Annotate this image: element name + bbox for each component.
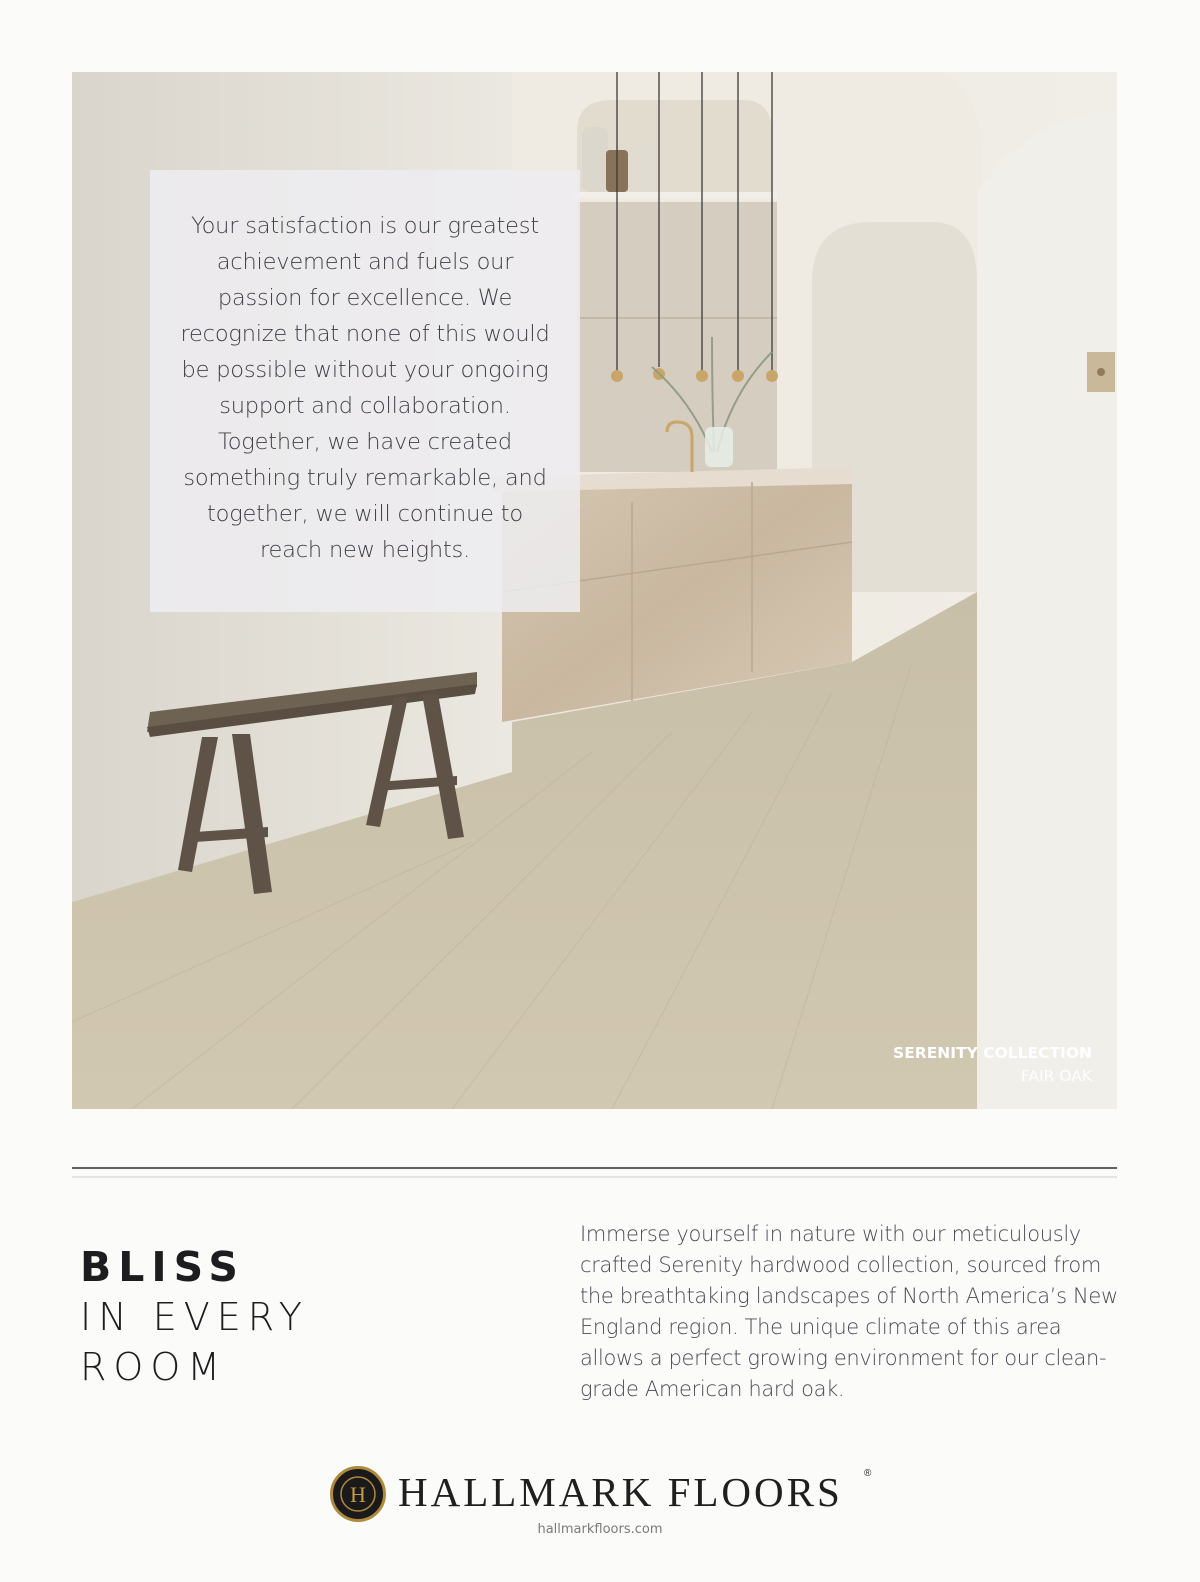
headline-line-2: IN EVERY (80, 1295, 309, 1339)
body-copy: Immerse yourself in nature with our meticulously crafted Serenity hardwood collection, sourced from the breathtaking landscapes of North America’s New England region. The unique climate of this area allows a perfect growing environment for our clean-grade American hard oak. (580, 1222, 1118, 1401)
headline-line-3: ROOM (80, 1345, 228, 1389)
divider-light (72, 1176, 1117, 1178)
logo-letter: H (350, 1482, 366, 1507)
collection-name: SERENITY COLLECTION (893, 1044, 1092, 1062)
brand-name: HALLMARK FLOORS (398, 1469, 843, 1515)
headline-line-1: BLISS (80, 1243, 245, 1291)
divider-dark (72, 1167, 1117, 1169)
testimonial-quote: Your satisfaction is our greatest achievement and fuels our passion for excellence. We recognize that none of this would be possible without your ongoing support and collaboration. Together, we have created something truly remarkable, and together, we will continue to reach new heights. (180, 213, 550, 563)
quote-panel (150, 170, 580, 612)
registered-mark: ® (864, 1468, 872, 1479)
product-caption (893, 1042, 1092, 1088)
website-link[interactable]: hallmarkfloors.com (537, 1522, 663, 1537)
headline (80, 1242, 309, 1392)
product-color: FAIR OAK (1020, 1067, 1092, 1085)
hero-photo (72, 72, 1117, 1109)
brand-logo[interactable] (330, 1464, 890, 1524)
h-monogram-icon (330, 1466, 386, 1522)
